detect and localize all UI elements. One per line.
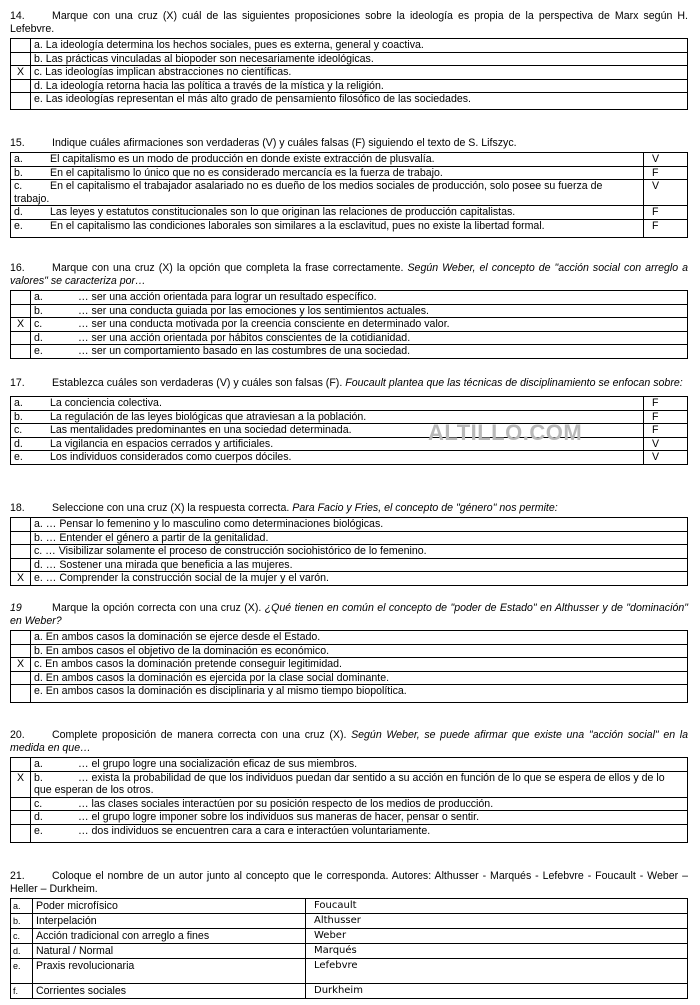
option-letter: d. (34, 811, 43, 823)
option-row (11, 291, 688, 305)
option-text: c. En ambos casos la dominación pretende conseguir legitimidad. (31, 658, 688, 672)
statement-text: Las leyes y estatutos constitucionales son lo que originan las relaciones de producción capitalistas. (50, 206, 516, 218)
option-row (11, 52, 688, 66)
option-row (11, 304, 688, 318)
option-letter: e. (34, 824, 43, 837)
option-row (11, 824, 688, 842)
statement-row (11, 424, 688, 438)
option-row (11, 79, 688, 93)
mark-cell (11, 797, 31, 811)
mark-cell (11, 291, 31, 305)
statement-letter: e. (14, 451, 23, 463)
statement-row (11, 153, 688, 167)
option-text: e. … Comprender la construcción social de la mujer y el varón. (31, 572, 688, 586)
answer-cell: F (644, 424, 688, 438)
statement-letter: d. (14, 206, 23, 218)
statement-row (11, 451, 688, 465)
option-row (11, 658, 688, 672)
statement-text: Las mentalidades predominantes en una sociedad determinada. (50, 424, 352, 436)
statement-row (11, 180, 688, 206)
option-text: d. En ambos casos la dominación es ejercida por la clase social dominante. (31, 671, 688, 685)
option-letter: d. (34, 331, 43, 344)
option-row (11, 811, 688, 825)
concept-text: Acción tradicional con arreglo a fines (33, 929, 306, 944)
options-table (10, 757, 688, 843)
statement-letter: b. (14, 166, 23, 179)
answer-cell: V (644, 451, 688, 465)
question-number: 15. (10, 137, 25, 149)
mark-cell (11, 79, 31, 93)
option-row (11, 39, 688, 53)
option-letter: c. (34, 318, 43, 330)
statement-row (11, 219, 688, 237)
question-number: 20. (10, 729, 25, 741)
option-text: c. Las ideologías implican abstracciones no científicas. (31, 66, 688, 80)
statement-letter: c. (14, 180, 23, 192)
concept-text: Poder microfísico (33, 899, 306, 914)
option-letter: c. (34, 797, 43, 810)
question-17 (10, 377, 688, 465)
option-row (11, 545, 688, 559)
option-row (11, 318, 688, 332)
statement-text: Los individuos considerados como cuerpos dóciles. (50, 451, 292, 463)
author-matching-table (10, 898, 688, 999)
option-text: … las clases sociales interactúen por su posición respecto de los medios de producción. (78, 797, 494, 810)
statement-letter: e. (14, 219, 23, 232)
concept-text: Corrientes sociales (33, 984, 306, 999)
question-number: 14. (10, 10, 25, 22)
mark-cell (11, 531, 31, 545)
mark-cell (11, 685, 31, 703)
statement-row (11, 206, 688, 220)
author-cell: Lefebvre (306, 959, 688, 984)
mark-cell (11, 824, 31, 842)
option-row (11, 644, 688, 658)
mark-cell: X (11, 572, 31, 586)
option-letter: b. (34, 771, 43, 784)
option-text: … ser una acción orientada para lograr un resultado específico. (78, 291, 377, 303)
question-prompt-italic: Según Weber, el concepto de "acción social con arreglo a valores" se caracteriza por… (10, 262, 688, 287)
option-letter: a. (34, 758, 43, 770)
author-cell: Marqués (306, 944, 688, 959)
option-text: … ser un comportamiento basado en las costumbres de una sociedad. (78, 345, 411, 357)
matching-row (11, 929, 688, 944)
author-cell: Durkheim (306, 984, 688, 999)
option-text: a. En ambos casos la dominación se ejerce desde el Estado. (31, 631, 688, 645)
question-number: 16. (10, 262, 25, 274)
statement-letter: c. (14, 424, 23, 436)
answer-cell: F (644, 410, 688, 424)
watermark: ALTILLO.COM (428, 420, 583, 445)
option-text: b. … Entender el género a partir de la genitalidad. (31, 531, 688, 545)
option-row (11, 331, 688, 345)
mark-cell (11, 304, 31, 318)
question-prompt: Marque con una cruz (X) la opción que completa la frase correctamente. (52, 262, 404, 274)
answer-cell: F (644, 219, 688, 237)
mark-cell (11, 758, 31, 772)
option-letter: a. (34, 291, 43, 303)
mark-cell (11, 671, 31, 685)
question-number: 18. (10, 502, 25, 514)
statement-text: En el capitalismo lo único que no es considerado mercancía es la fuerza de trabajo. (50, 166, 443, 179)
question-number: 19 (10, 602, 22, 614)
matching-row (11, 944, 688, 959)
question-prompt: Coloque el nombre de un autor junto al concepto que le corresponda. Autores: Althusser - Marqués - Lefebvre - Foucault - Weber – Heller – Durkheim. (10, 870, 688, 895)
author-cell: Weber (306, 929, 688, 944)
concept-letter: d. (11, 944, 33, 959)
mark-cell (11, 93, 31, 110)
option-row (11, 345, 688, 359)
concept-letter: f. (11, 984, 33, 999)
option-text: … ser una acción orientada por hábitos conscientes de la cotidianidad. (78, 331, 411, 344)
true-false-table (10, 152, 688, 238)
statement-letter: b. (14, 410, 23, 423)
statement-text: La regulación de las leyes biológicas que atraviesan a la población. (50, 410, 367, 423)
concept-text: Natural / Normal (33, 944, 306, 959)
question-prompt-italic: Para Facio y Fries, el concepto de "género" nos permite: (292, 502, 558, 514)
question-prompt: Marque con una cruz (X) cuál de las siguientes proposiciones sobre la ideología es propia de la perspectiva de Marx según H. Lefebvre. (10, 10, 688, 35)
option-letter: b. (34, 304, 43, 317)
answer-cell: F (644, 206, 688, 220)
option-row (11, 797, 688, 811)
options-table (10, 290, 688, 359)
options-table (10, 630, 688, 703)
statement-letter: a. (14, 153, 23, 165)
option-text: … ser una conducta guiada por las emociones y los sentimientos actuales. (78, 304, 429, 317)
option-letter: e. (34, 345, 43, 357)
question-21 (10, 870, 688, 999)
option-row (11, 671, 688, 685)
option-row (11, 758, 688, 772)
option-text: e. Las ideologías representan el más alto grado de pensamiento filosófico de las sociedades. (31, 93, 688, 110)
question-14 (10, 10, 688, 110)
concept-letter: b. (11, 914, 33, 929)
option-row (11, 631, 688, 645)
answer-cell: V (644, 437, 688, 451)
concept-letter: c. (11, 929, 33, 944)
statement-row (11, 437, 688, 451)
mark-cell: X (11, 771, 31, 797)
options-table (10, 517, 688, 586)
question-19 (10, 602, 688, 703)
question-prompt: Establezca cuáles son verdaderas (V) y cuáles son falsas (F). (52, 377, 343, 389)
option-text: … el grupo logre imponer sobre los individuos sus maneras de hacer, pensar o sentir. (78, 811, 480, 823)
answer-cell: V (644, 153, 688, 167)
statement-text: En el capitalismo el trabajador asalariado no es dueño de los medios sociales de producción, solo posee su fuerza de trabajo. (14, 180, 603, 205)
option-text: e. En ambos casos la dominación es disciplinaria y al mismo tiempo biopolítica. (31, 685, 688, 703)
question-20 (10, 729, 688, 843)
question-prompt-italic: Según Weber, se puede afirmar que existe una "acción social" en la medida en que… (10, 729, 688, 754)
option-row (11, 518, 688, 532)
option-text: b. En ambos casos el objetivo de la dominación es económico. (31, 644, 688, 658)
option-text: … exista la probabilidad de que los individuos puedan dar sentido a su acción en función de lo que se espera de ellos y de lo que esperan de los otros. (34, 771, 665, 796)
question-prompt-italic: Foucault plantea que las técnicas de disciplinamiento se enfocan sobre: (345, 377, 683, 389)
statement-text: La vigilancia en espacios cerrados y artificiales. (50, 437, 274, 450)
option-row (11, 572, 688, 586)
question-16 (10, 262, 688, 359)
option-text: a. … Pensar lo femenino y lo masculino como determinaciones biológicas. (31, 518, 688, 532)
question-prompt: Indique cuáles afirmaciones son verdaderas (V) y cuáles falsas (F) siguiendo el texto de S. Lifszyc. (52, 137, 517, 149)
statement-letter: d. (14, 437, 23, 450)
mark-cell (11, 518, 31, 532)
true-false-table (10, 396, 688, 465)
question-18 (10, 502, 688, 586)
answer-cell: F (644, 397, 688, 411)
matching-row (11, 959, 688, 984)
mark-cell (11, 558, 31, 572)
author-cell: Foucault (306, 899, 688, 914)
question-number: 17. (10, 377, 25, 389)
option-row (11, 685, 688, 703)
mark-cell (11, 52, 31, 66)
option-row (11, 771, 688, 797)
answer-cell: V (644, 180, 688, 206)
matching-row (11, 899, 688, 914)
option-text: … ser una conducta motivada por la creencia consciente en determinado valor. (78, 318, 450, 330)
options-table (10, 38, 688, 110)
statement-text: El capitalismo es un modo de producción en donde existe extracción de plusvalía. (50, 153, 435, 165)
mark-cell (11, 811, 31, 825)
option-text: … dos individuos se encuentren cara a cara e interactúen voluntariamente. (78, 824, 431, 837)
statement-letter: a. (14, 397, 23, 409)
option-text: d. La ideología retorna hacia las política a través de la mística y la religión. (31, 79, 688, 93)
mark-cell (11, 644, 31, 658)
mark-cell (11, 39, 31, 53)
mark-cell (11, 345, 31, 359)
statement-text: La conciencia colectiva. (50, 397, 162, 409)
matching-row (11, 914, 688, 929)
option-row (11, 558, 688, 572)
question-prompt: Marque la opción correcta con una cruz (X). (52, 602, 262, 614)
option-text: c. … Visibilizar solamente el proceso de construcción sociohistórico de lo femenino. (31, 545, 688, 559)
question-prompt: Seleccione con una cruz (X) la respuesta correcta. (52, 502, 290, 514)
mark-cell: X (11, 318, 31, 332)
question-prompt-italic: ¿Qué tienen en común el concepto de "poder de Estado" en Althusser y de "dominación" en Weber? (10, 602, 688, 627)
concept-text: Interpelación (33, 914, 306, 929)
option-row (11, 531, 688, 545)
mark-cell: X (11, 66, 31, 80)
statement-text: En el capitalismo las condiciones laborales son similares a la esclavitud, pues no existe la libertad formal. (50, 219, 545, 232)
concept-letter: e. (11, 959, 33, 984)
mark-cell (11, 545, 31, 559)
statement-row (11, 166, 688, 180)
option-text: a. La ideología determina los hechos sociales, pues es externa, general y coactiva. (31, 39, 688, 53)
option-row (11, 66, 688, 80)
option-text: … el grupo logre una socialización eficaz de sus miembros. (78, 758, 358, 770)
mark-cell: X (11, 658, 31, 672)
question-15 (10, 137, 688, 238)
mark-cell (11, 331, 31, 345)
option-text: d. … Sostener una mirada que beneficia a las mujeres. (31, 558, 688, 572)
option-row (11, 93, 688, 110)
concept-letter: a. (11, 899, 33, 914)
concept-text: Praxis revolucionaria (33, 959, 306, 984)
author-cell: Althusser (306, 914, 688, 929)
statement-row (11, 410, 688, 424)
statement-row (11, 397, 688, 411)
answer-cell: F (644, 166, 688, 180)
question-prompt: Complete proposición de manera correcta con una cruz (X). (52, 729, 347, 741)
matching-row (11, 984, 688, 999)
question-number: 21. (10, 870, 25, 882)
option-text: b. Las prácticas vinculadas al biopoder son necesariamente ideológicas. (31, 52, 688, 66)
mark-cell (11, 631, 31, 645)
